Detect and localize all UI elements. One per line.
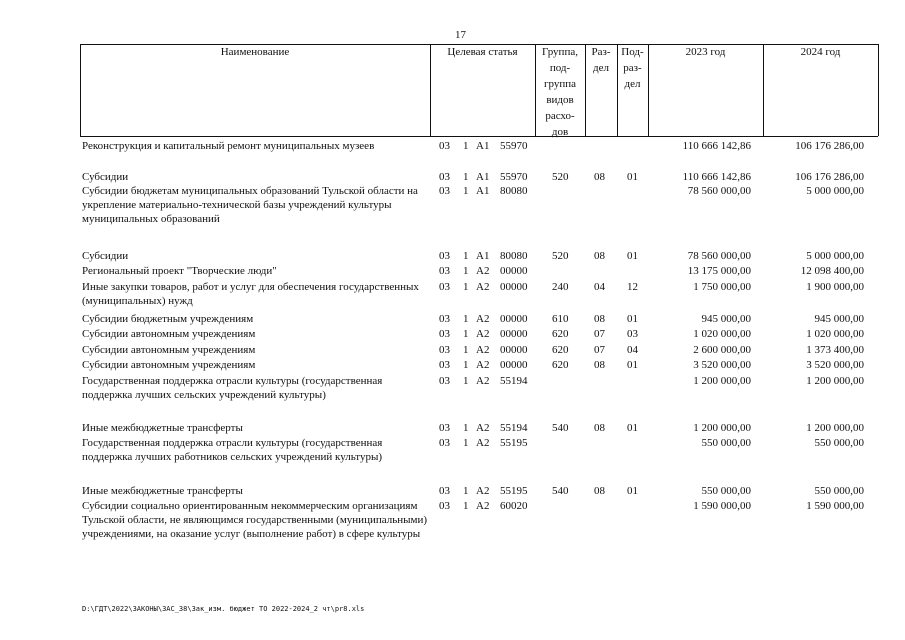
header-subsection [617,44,648,92]
header-line: расхо- [545,110,575,122]
row-amount-2023: 110 666 142,86 [682,171,751,183]
row-expense-group: 620 [552,359,569,371]
row-subsection: 01 [627,485,638,497]
header-line: Раз- [591,46,611,58]
row-subsection: 03 [627,328,638,340]
row-amount-2024: 5 000 000,00 [806,250,864,262]
row-code: 00000 [500,328,528,340]
row-amount-2023: 945 000,00 [701,313,751,325]
header-year-2024: 2024 год [800,46,841,58]
row-measure: А2 [476,422,490,434]
row-code: 00000 [500,281,528,293]
row-section: 08 [594,422,605,434]
row-amount-2023: 1 750 000,00 [693,281,751,293]
row-code: 00000 [500,265,528,277]
row-subprogram: 1 [463,328,469,340]
row-measure: А2 [476,375,490,387]
row-amount-2023: 1 590 000,00 [693,500,751,512]
row-amount-2024: 5 000 000,00 [806,185,864,197]
row-name: Субсидии [82,250,129,262]
row-subprogram: 1 [463,185,469,197]
row-measure: А2 [476,281,490,293]
row-name: Субсидии бюджетам муниципальных образований Тульской области на укрепление материально-технической базы учреждений культуры муниципальных образований [82,185,418,225]
header-line: раз- [623,62,642,74]
row-amount-2024: 550 000,00 [814,437,864,449]
row-amount-2024: 12 098 400,00 [800,265,864,277]
row-section: 04 [594,281,605,293]
row-program: 03 [439,265,450,277]
row-subprogram: 1 [463,485,469,497]
row-amount-2023: 550 000,00 [701,437,751,449]
row-subprogram: 1 [463,344,469,356]
header-line: дов [551,126,569,138]
row-amount-2024: 1 200 000,00 [806,422,864,434]
row-amount-2023: 1 200 000,00 [693,422,751,434]
row-name: Субсидии [82,171,129,183]
row-code: 55194 [500,375,528,387]
row-name: Региональный проект "Творческие люди" [82,265,277,277]
row-amount-2024: 1 200 000,00 [806,375,864,387]
row-subsection: 01 [627,422,638,434]
row-subprogram: 1 [463,500,469,512]
row-program: 03 [439,171,450,183]
row-amount-2024: 106 176 286,00 [795,140,864,152]
header-target-article: Целевая статья [447,46,518,58]
row-amount-2023: 550 000,00 [701,485,751,497]
row-section: 07 [594,328,605,340]
row-measure: А2 [476,328,490,340]
row-amount-2023: 1 020 000,00 [693,328,751,340]
row-program: 03 [439,437,450,449]
table-header [80,44,878,136]
row-amount-2024: 106 176 286,00 [795,171,864,183]
header-line: дел [593,62,609,74]
row-code: 00000 [500,313,528,325]
row-section: 08 [594,359,605,371]
row-code: 80080 [500,185,528,197]
row-expense-group: 540 [552,485,569,497]
row-name: Государственная поддержка отрасли культуры (государственная поддержка лучших сельских учреждений культуры) [82,375,383,401]
row-expense-group: 240 [552,281,569,293]
file-path-footer: D:\ГДТ\2022\ЗАКОНЫ\ЗАС_38\Зак_изм. бюджет ТО 2022-2024_2 чт\pr8.xls [82,605,365,613]
header-line: дел [624,78,641,90]
row-measure: А2 [476,485,490,497]
row-program: 03 [439,500,450,512]
row-code: 60020 [500,500,528,512]
row-program: 03 [439,359,450,371]
header-line: Группа, [542,46,578,58]
row-measure: А1 [476,171,490,183]
row-subprogram: 1 [463,250,469,262]
row-expense-group: 540 [552,422,569,434]
row-expense-group: 520 [552,250,569,262]
row-amount-2024: 1 900 000,00 [806,281,864,293]
header-expense-group [535,44,585,140]
row-amount-2023: 3 520 000,00 [693,359,751,371]
row-amount-2023: 110 666 142,86 [682,140,751,152]
row-subprogram: 1 [463,313,469,325]
row-subsection: 04 [627,344,638,356]
header-name: Наименование [220,46,290,58]
row-name: Государственная поддержка отрасли культуры (государственная поддержка лучших работников сельских учреждений культуры) [82,437,383,463]
row-amount-2023: 78 560 000,00 [687,250,751,262]
row-code: 00000 [500,359,528,371]
row-expense-group: 620 [552,328,569,340]
row-measure: А2 [476,359,490,371]
row-subprogram: 1 [463,437,469,449]
header-line: видов [546,94,574,106]
row-amount-2024: 3 520 000,00 [806,359,864,371]
row-subprogram: 1 [463,359,469,371]
row-name: Субсидии автономным учреждениям [82,344,256,356]
row-name: Субсидии автономным учреждениям [82,328,256,340]
row-measure: А2 [476,344,490,356]
header-year-2023: 2023 год [685,46,726,58]
row-section: 08 [594,313,605,325]
row-measure: А1 [476,140,490,152]
row-subsection: 01 [627,171,638,183]
header-line: группа [543,78,577,90]
row-name: Реконструкция и капитальный ремонт муниципальных музеев [82,140,375,152]
row-measure: А1 [476,185,490,197]
row-code: 55970 [500,171,528,183]
row-name: Иные межбюджетные трансферты [82,422,243,434]
row-amount-2024: 1 020 000,00 [806,328,864,340]
row-amount-2023: 1 200 000,00 [693,375,751,387]
row-subprogram: 1 [463,265,469,277]
row-amount-2024: 1 590 000,00 [806,500,864,512]
row-program: 03 [439,185,450,197]
row-amount-2024: 945 000,00 [814,313,864,325]
row-amount-2023: 78 560 000,00 [687,185,751,197]
row-code: 55194 [500,422,528,434]
row-measure: А2 [476,265,490,277]
header-line: под- [549,62,571,74]
row-name: Субсидии социально ориентированным некоммерческим организациям Тульской области, не являющимся государственными (муниципальными) учреждениями, на оказание услуг (выполнение работ) в сфере культуры [82,500,428,540]
row-section: 08 [594,485,605,497]
row-name: Субсидии автономным учреждениям [82,359,256,371]
row-program: 03 [439,485,450,497]
row-measure: А2 [476,437,490,449]
row-program: 03 [439,422,450,434]
row-code: 00000 [500,344,528,356]
row-code: 80080 [500,250,528,262]
row-expense-group: 520 [552,171,569,183]
row-section: 07 [594,344,605,356]
row-subprogram: 1 [463,422,469,434]
row-subprogram: 1 [463,375,469,387]
row-subprogram: 1 [463,140,469,152]
row-section: 08 [594,250,605,262]
row-code: 55970 [500,140,528,152]
row-name: Субсидии бюджетным учреждениям [82,313,254,325]
row-subsection: 01 [627,250,638,262]
row-code: 55195 [500,485,528,497]
row-amount-2023: 2 600 000,00 [693,344,751,356]
row-subprogram: 1 [463,281,469,293]
row-subsection: 01 [627,313,638,325]
row-subsection: 12 [627,281,638,293]
header-bottom-border [80,136,878,137]
row-program: 03 [439,313,450,325]
row-subprogram: 1 [463,171,469,183]
row-program: 03 [439,375,450,387]
row-name: Иные межбюджетные трансферты [82,485,243,497]
row-amount-2024: 550 000,00 [814,485,864,497]
row-program: 03 [439,140,450,152]
row-amount-2023: 13 175 000,00 [687,265,751,277]
row-section: 08 [594,171,605,183]
row-program: 03 [439,328,450,340]
row-measure: А2 [476,313,490,325]
row-program: 03 [439,344,450,356]
page-number: 17 [455,29,466,41]
row-measure: А1 [476,250,490,262]
row-subsection: 01 [627,359,638,371]
row-program: 03 [439,250,450,262]
row-name: Иные закупки товаров, работ и услуг для обеспечения государственных (муниципальных) нужд [82,281,419,307]
row-code: 55195 [500,437,528,449]
row-program: 03 [439,281,450,293]
row-amount-2024: 1 373 400,00 [806,344,864,356]
header-divider [878,44,879,136]
row-expense-group: 610 [552,313,569,325]
header-section [585,44,617,76]
header-line: Под- [621,46,644,58]
row-measure: А2 [476,500,490,512]
row-expense-group: 620 [552,344,569,356]
